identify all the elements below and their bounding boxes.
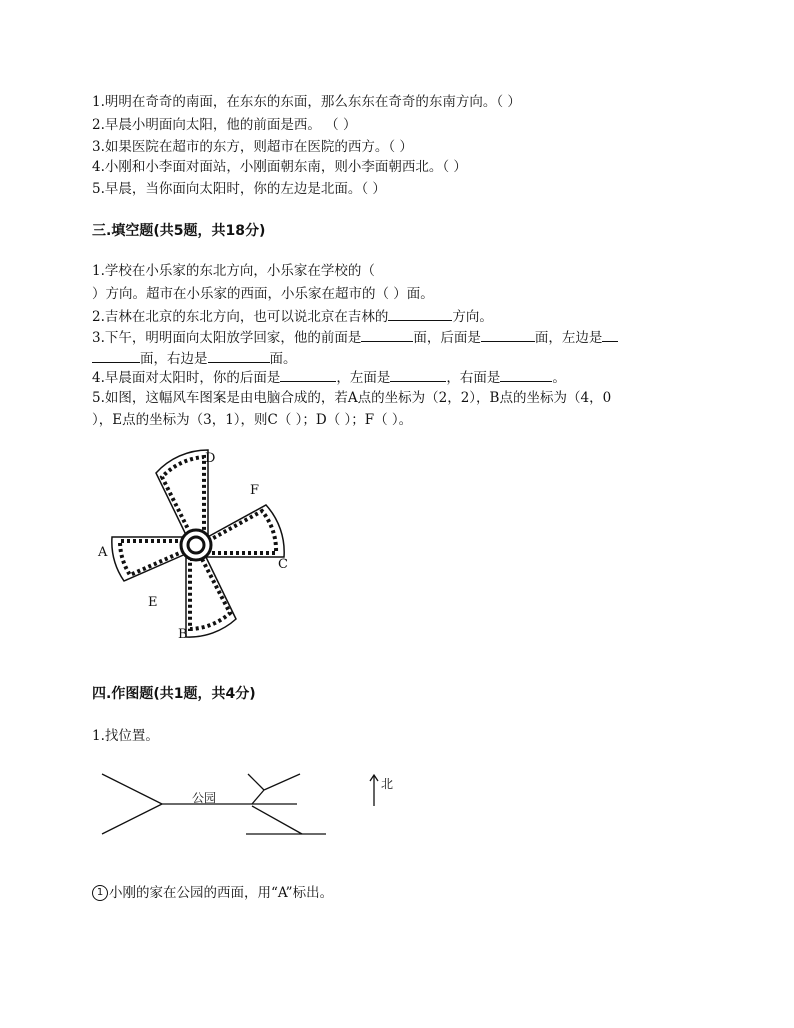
blade-top (156, 450, 208, 539)
section-3-heading: 三.填空题(共5题，共18分) (92, 223, 266, 239)
fill-question-3-line-2 (92, 349, 297, 368)
circled-number: 1 (92, 885, 108, 901)
road-left-lower (102, 804, 162, 834)
point-f-label: F (250, 483, 260, 498)
road-left-upper (102, 774, 162, 804)
fill-question-4-end: 。 (552, 370, 566, 386)
blade-right (204, 505, 284, 557)
north-label: 北 (381, 777, 394, 791)
drawing-subquestion-1 (92, 884, 333, 902)
judge-question-5: 5.早晨，当你面向太阳时，你的左边是北面。（ ） (92, 181, 386, 197)
fill-question-1-line-1: 1.学校在小乐家的东北方向，小乐家在学校的（ (92, 263, 375, 279)
fill-question-5-line-1: 5.如图，这幅风车图案是由电脑合成的，若A点的坐标为（2，2），B点的坐标为（4，0 (92, 390, 612, 406)
point-a-label: A (98, 545, 108, 560)
fill-question-2-tail: 方向。 (452, 309, 493, 325)
answer-blank[interactable] (280, 368, 336, 382)
fill-question-4 (92, 368, 566, 387)
answer-blank[interactable] (208, 349, 270, 363)
park-label: 公园 (192, 791, 217, 805)
windmill-figure (92, 448, 312, 648)
road-upper-branch-a (248, 774, 264, 790)
answer-blank[interactable] (92, 349, 140, 363)
fill-question-4-text: 4.早晨面对太阳时，你的后面是 (92, 370, 281, 386)
north-arrow-icon (370, 775, 378, 806)
fill-question-4-left: ，左面是 (336, 370, 391, 386)
answer-blank[interactable] (602, 328, 618, 342)
hub-inner-ring (188, 537, 204, 553)
judge-question-1: 1.明明在奇奇的南面，在东东的东面，那么东东在奇奇的东南方向。（ ） (92, 94, 521, 110)
park-map (92, 770, 412, 850)
blade-left (112, 537, 188, 581)
answer-blank[interactable] (390, 368, 446, 382)
fill-question-3-back: 面，后面是 (413, 330, 481, 346)
point-b-label: B (178, 627, 188, 642)
fill-question-3-end: 面。 (269, 351, 297, 367)
fill-question-3-line-1 (92, 328, 618, 347)
answer-blank[interactable] (481, 328, 535, 342)
fill-question-3-text: 3.下午，明明面向太阳放学回家，他的前面是 (92, 330, 362, 346)
blade-bottom (186, 553, 236, 637)
fill-question-1-line-2: ）方向。超市在小乐家的西面，小乐家在超市的（ ）面。 (92, 286, 434, 302)
drawing-question-1: 1.找位置。 (92, 728, 159, 744)
answer-blank[interactable] (361, 328, 413, 342)
answer-blank[interactable] (500, 368, 552, 382)
fill-question-5-line-2: ），E点的坐标为（3，1），则C（ ）；D（ ）；F（ ）。 (92, 412, 413, 428)
answer-blank[interactable] (388, 307, 452, 321)
fill-question-2 (92, 307, 493, 326)
point-d-label: D (205, 451, 216, 466)
road-lower-diagonal (252, 806, 302, 834)
fill-question-2-text: 2.吉林在北京的东北方向，也可以说北京在吉林的 (92, 309, 389, 325)
fill-question-3-left: 面，左边是 (534, 330, 603, 346)
subquestion-1-text: 小刚的家在公园的西面，用“A”标出。 (109, 885, 334, 901)
point-e-label: E (148, 595, 158, 610)
judge-question-3: 3.如果医院在超市的东方，则超市在医院的西方。（ ） (92, 139, 413, 155)
point-c-label: C (278, 557, 288, 572)
judge-question-4: 4.小刚和小李面对面站，小刚面朝东南，则小李面朝西北。（ ） (92, 159, 467, 175)
section-4-heading: 四.作图题(共1题，共4分) (92, 686, 256, 702)
fill-question-4-right: ，右面是 (446, 370, 501, 386)
judge-question-2: 2.早晨小明面向太阳，他的前面是西。 （ ） (92, 117, 357, 133)
road-upper-branch-c (252, 790, 264, 804)
road-upper-branch-b (264, 774, 300, 790)
fill-question-3-right: 面，右边是 (140, 351, 208, 367)
